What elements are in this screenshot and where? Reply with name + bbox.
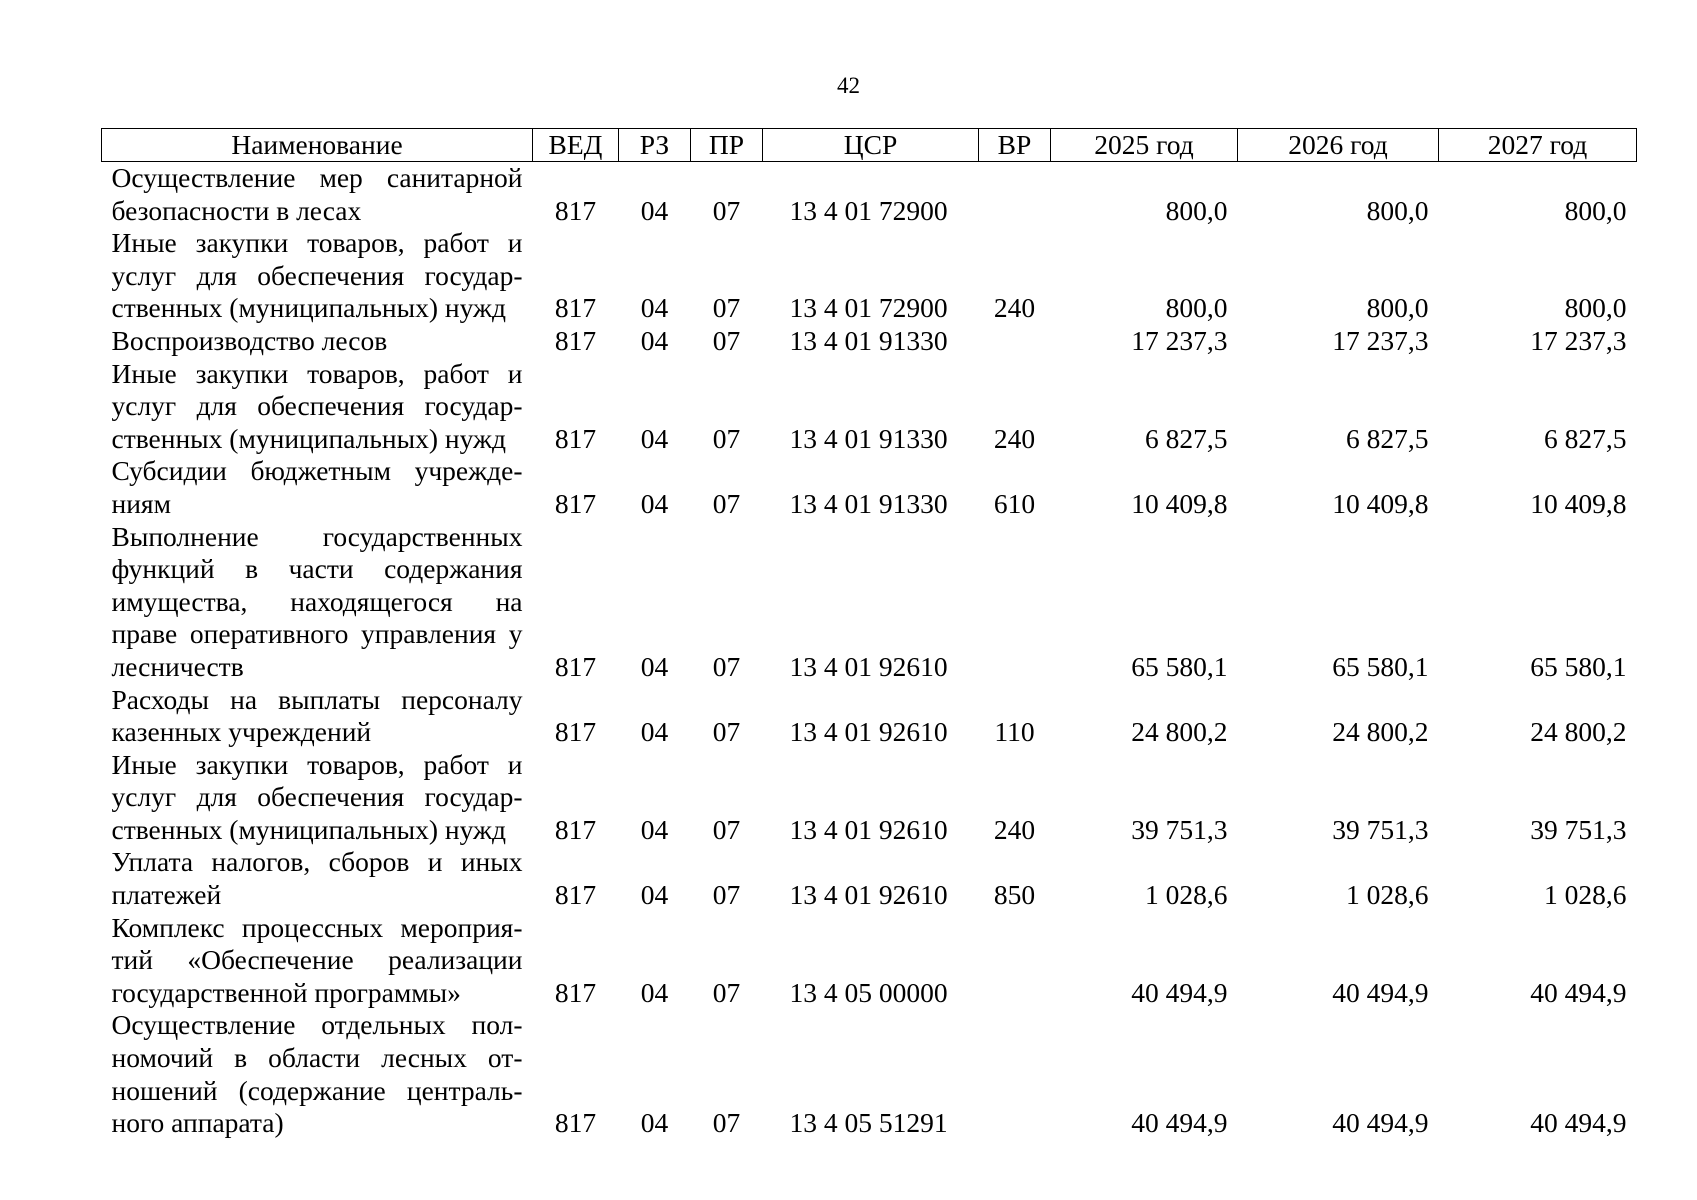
cell-2025: 6 827,5 — [1145, 422, 1228, 454]
cell-name: Иные закупки товаров, работ и услуг для обеспечения государственных (муниципальных) нужд — [111, 227, 523, 324]
cell-2027: 10 409,8 — [1530, 487, 1627, 519]
cell-vr — [979, 1009, 1051, 1139]
cell-csr: 13 4 01 72900 — [789, 194, 948, 226]
cell-vr: 240 — [993, 292, 1036, 324]
cell-vr: 610 — [993, 487, 1036, 519]
cell-name: Осуществление мер санитарной безопасности в лесах — [111, 162, 523, 226]
cell-2025: 800,0 — [1165, 194, 1228, 226]
cell-name: Иные закупки товаров, работ и услуг для обеспечения государственных (муниципальных) нужд — [111, 357, 523, 454]
table-header — [102, 129, 1637, 162]
cell-name: Комплекс процессных мероприятий «Обеспечение реализации государственной программы» — [111, 911, 523, 1008]
cell-2026: 6 827,5 — [1346, 422, 1429, 454]
cell-2026: 65 580,1 — [1332, 650, 1429, 682]
cell-ved: 817 — [554, 813, 597, 845]
cell-vr: 850 — [993, 879, 1036, 911]
cell-csr: 13 4 01 92610 — [789, 813, 948, 845]
cell-ved: 817 — [554, 487, 597, 519]
header-row — [102, 129, 1637, 162]
cell-2027: 6 827,5 — [1544, 422, 1627, 454]
header-ved: ВЕД — [533, 129, 619, 162]
table-row — [102, 455, 1637, 520]
header-2027: 2027 год — [1439, 129, 1637, 162]
cell-pr: 07 — [712, 292, 741, 324]
table-row — [102, 912, 1637, 1010]
cell-ved: 817 — [554, 650, 597, 682]
cell-vr — [979, 162, 1051, 228]
table-body — [102, 162, 1637, 1140]
cell-pr: 07 — [712, 487, 741, 519]
header-pr: ПР — [691, 129, 763, 162]
cell-ved: 817 — [554, 716, 597, 748]
cell-name: Воспроизводство лесов — [111, 324, 388, 356]
cell-pr: 07 — [712, 813, 741, 845]
cell-name: Уплата налогов, сборов и иных платежей — [111, 846, 523, 911]
cell-2026: 40 494,9 — [1332, 1107, 1429, 1139]
cell-ved: 817 — [554, 1107, 597, 1139]
cell-ved: 817 — [554, 976, 597, 1008]
cell-2025: 17 237,3 — [1131, 324, 1228, 356]
cell-pr: 07 — [712, 716, 741, 748]
cell-name: Субсидии бюджетным учреждениям — [111, 455, 523, 519]
cell-2027: 40 494,9 — [1530, 976, 1627, 1008]
page-number: 42 — [837, 73, 860, 98]
cell-vr: 240 — [993, 813, 1036, 845]
cell-2026: 1 028,6 — [1346, 879, 1429, 911]
cell-2026: 800,0 — [1366, 194, 1429, 226]
cell-pr: 07 — [712, 1107, 741, 1139]
cell-rz: 04 — [640, 194, 669, 226]
cell-name: Выполнение государственных функций в части содержания имущества, находящегося на праве оперативного управления у лесничеств — [111, 520, 523, 682]
cell-2026: 17 237,3 — [1332, 324, 1429, 356]
table-row — [102, 684, 1637, 749]
cell-rz: 04 — [640, 976, 669, 1008]
cell-ved: 817 — [554, 324, 597, 356]
cell-2027: 39 751,3 — [1530, 813, 1627, 845]
cell-pr: 07 — [712, 650, 741, 682]
cell-pr: 07 — [712, 324, 741, 356]
cell-pr: 07 — [712, 194, 741, 226]
cell-2025: 800,0 — [1165, 292, 1228, 324]
header-vr: ВР — [979, 129, 1051, 162]
table-row — [102, 358, 1637, 456]
cell-2027: 24 800,2 — [1530, 716, 1627, 748]
cell-2026: 40 494,9 — [1332, 976, 1429, 1008]
cell-name: Осуществление отдельных полномочий в области лесных отношений (содержание центрального аппарата) — [111, 1009, 523, 1139]
cell-pr: 07 — [712, 879, 741, 911]
cell-2026: 10 409,8 — [1332, 487, 1429, 519]
table-row — [102, 325, 1637, 358]
cell-2025: 39 751,3 — [1131, 813, 1228, 845]
cell-2025: 40 494,9 — [1131, 1107, 1228, 1139]
cell-vr — [979, 325, 1051, 358]
cell-rz: 04 — [640, 1107, 669, 1139]
cell-name: Расходы на выплаты персоналу казенных учреждений — [111, 683, 523, 748]
cell-rz: 04 — [640, 650, 669, 682]
cell-ved: 817 — [554, 422, 597, 454]
cell-csr: 13 4 05 00000 — [789, 976, 948, 1008]
header-2026: 2026 год — [1238, 129, 1439, 162]
table-row — [102, 521, 1637, 684]
table-row — [102, 1009, 1637, 1139]
table-row — [102, 749, 1637, 847]
cell-csr: 13 4 01 92610 — [789, 650, 948, 682]
cell-csr: 13 4 01 92610 — [789, 879, 948, 911]
cell-pr: 07 — [712, 976, 741, 1008]
budget-table — [101, 128, 1637, 1140]
cell-2027: 40 494,9 — [1530, 1107, 1627, 1139]
cell-2026: 24 800,2 — [1332, 716, 1429, 748]
table-row — [102, 227, 1637, 325]
cell-vr — [979, 521, 1051, 684]
cell-csr: 13 4 01 72900 — [789, 292, 948, 324]
cell-vr: 240 — [993, 422, 1036, 454]
cell-rz: 04 — [640, 487, 669, 519]
header-2025: 2025 год — [1051, 129, 1238, 162]
header-rz: РЗ — [619, 129, 691, 162]
cell-rz: 04 — [640, 879, 669, 911]
cell-csr: 13 4 01 92610 — [789, 716, 948, 748]
cell-2025: 1 028,6 — [1145, 879, 1228, 911]
header-csr: ЦСР — [763, 129, 979, 162]
cell-csr: 13 4 01 91330 — [789, 487, 948, 519]
cell-2027: 800,0 — [1564, 194, 1627, 226]
cell-2026: 39 751,3 — [1332, 813, 1429, 845]
cell-ved: 817 — [554, 879, 597, 911]
cell-csr: 13 4 01 91330 — [789, 422, 948, 454]
cell-2025: 24 800,2 — [1131, 716, 1228, 748]
cell-vr: 110 — [994, 716, 1035, 748]
cell-2027: 1 028,6 — [1544, 879, 1627, 911]
cell-2027: 17 237,3 — [1530, 324, 1627, 356]
cell-2027: 800,0 — [1564, 292, 1627, 324]
cell-name: Иные закупки товаров, работ и услуг для обеспечения государственных (муниципальных) нужд — [111, 748, 523, 845]
cell-rz: 04 — [640, 813, 669, 845]
cell-pr: 07 — [712, 422, 741, 454]
table-row — [102, 846, 1637, 911]
cell-2026: 800,0 — [1366, 292, 1429, 324]
cell-2025: 40 494,9 — [1131, 976, 1228, 1008]
cell-ved: 817 — [554, 292, 597, 324]
cell-vr — [979, 912, 1051, 1010]
cell-rz: 04 — [640, 292, 669, 324]
cell-rz: 04 — [640, 716, 669, 748]
cell-2027: 65 580,1 — [1530, 650, 1627, 682]
cell-csr: 13 4 05 51291 — [789, 1107, 948, 1139]
table-row — [102, 162, 1637, 228]
cell-ved: 817 — [554, 194, 597, 226]
cell-2025: 65 580,1 — [1131, 650, 1228, 682]
cell-2025: 10 409,8 — [1131, 487, 1228, 519]
header-name: Наименование — [102, 129, 533, 162]
cell-rz: 04 — [640, 324, 669, 356]
cell-rz: 04 — [640, 422, 669, 454]
cell-csr: 13 4 01 91330 — [789, 324, 948, 356]
